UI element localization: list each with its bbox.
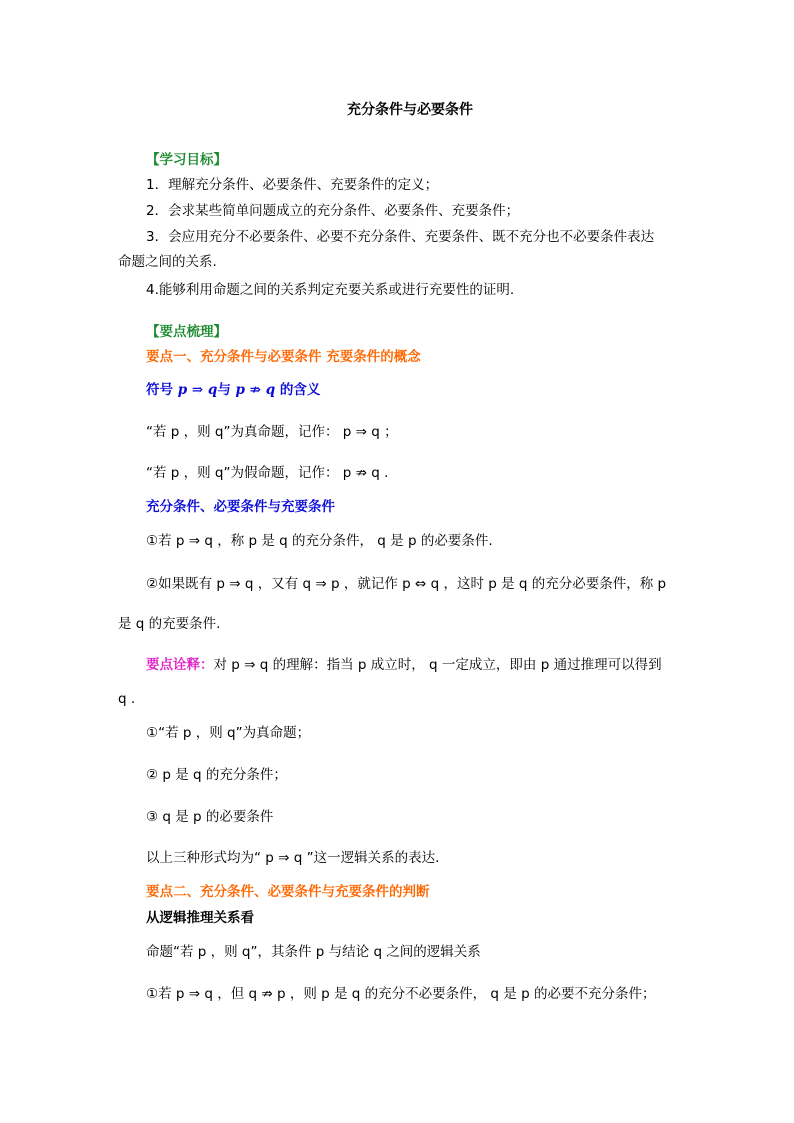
proposition-relation-line: 命题“若 p ，则 q”，其条件 p 与结论 q 之间的逻辑关系: [146, 944, 481, 960]
objective-3-line1: 3．会应用充分不必要条件、必要不充分条件、充要条件、既不充分也不必要条件表达: [146, 229, 655, 245]
key-point-2-heading: 要点二、充分条件、必要条件与充要条件的判断: [146, 884, 430, 900]
form-3: ③ q 是 p 的必要条件: [146, 809, 274, 825]
symbol-q2: q: [265, 382, 276, 398]
form-1: ①“若 p ，则 q”为真命题；: [146, 725, 311, 741]
objectives-heading: 【学习目标】: [146, 152, 227, 168]
not-implies-symbol: ⇏: [249, 382, 261, 398]
symbol-q: q: [207, 382, 218, 398]
symbol-p: p: [177, 382, 188, 398]
symbol-and: 与: [217, 382, 231, 398]
key-point-1-heading: 要点一、充分条件与必要条件 充要条件的概念: [146, 349, 421, 365]
condition-2-line2: 是 q 的充要条件.: [118, 616, 221, 632]
objective-2: 2．会求某些简单问题成立的充分条件、必要条件、充要条件；: [146, 203, 520, 219]
objective-4: 4.能够利用命题之间的关系判定充要关系或进行充要性的证明.: [146, 282, 515, 298]
symbol-p2: p: [235, 382, 245, 398]
symbol-suffix: 的含义: [279, 382, 321, 398]
form-2: ② p 是 q 的充分条件；: [146, 767, 287, 783]
note-text: 对 p ⇒ q 的理解：指当 p 成立时， q 一定成立，即由 p 通过推理可以得到: [213, 657, 662, 673]
conditions-subheading: 充分条件、必要条件与充要条件: [146, 499, 335, 515]
note-line1: [146, 655, 662, 675]
judgement-1: ①若 p ⇒ q ，但 q ⇏ p ，则 p 是 q 的充分不必要条件， q 是 p 的必要不充分条件；: [146, 986, 656, 1002]
note-label: 要点诠释：: [146, 657, 214, 673]
logic-subheading: 从逻辑推理关系看: [146, 910, 254, 926]
implies-symbol: ⇒: [191, 382, 204, 398]
condition-1: ①若 p ⇒ q ，称 p 是 q 的充分条件， q 是 p 的必要条件.: [146, 533, 493, 549]
objective-3-line2: 命题之间的关系.: [118, 254, 217, 270]
forms-summary: 以上三种形式均为“ p ⇒ q ”这一逻辑关系的表达.: [146, 850, 440, 866]
true-proposition-line: “若 p ，则 q”为真命题，记作： p ⇒ q ；: [146, 424, 398, 440]
symbol-meaning-heading: [146, 380, 320, 400]
note-line2: q .: [118, 691, 136, 707]
false-proposition-line: “若 p ，则 q”为假命题，记作： p ⇏ q .: [146, 465, 389, 481]
objective-1: 1．理解充分条件、必要条件、充要条件的定义；: [146, 177, 439, 193]
symbol-prefix: 符号: [146, 382, 173, 398]
condition-2-line1: ②如果既有 p ⇒ q ，又有 q ⇒ p ，就记作 p ⇔ q ，这时 p 是 q 的充分必要条件，称 p: [146, 576, 667, 592]
page-title: 充分条件与必要条件: [347, 102, 473, 118]
key-points-heading: 【要点梳理】: [146, 324, 227, 340]
